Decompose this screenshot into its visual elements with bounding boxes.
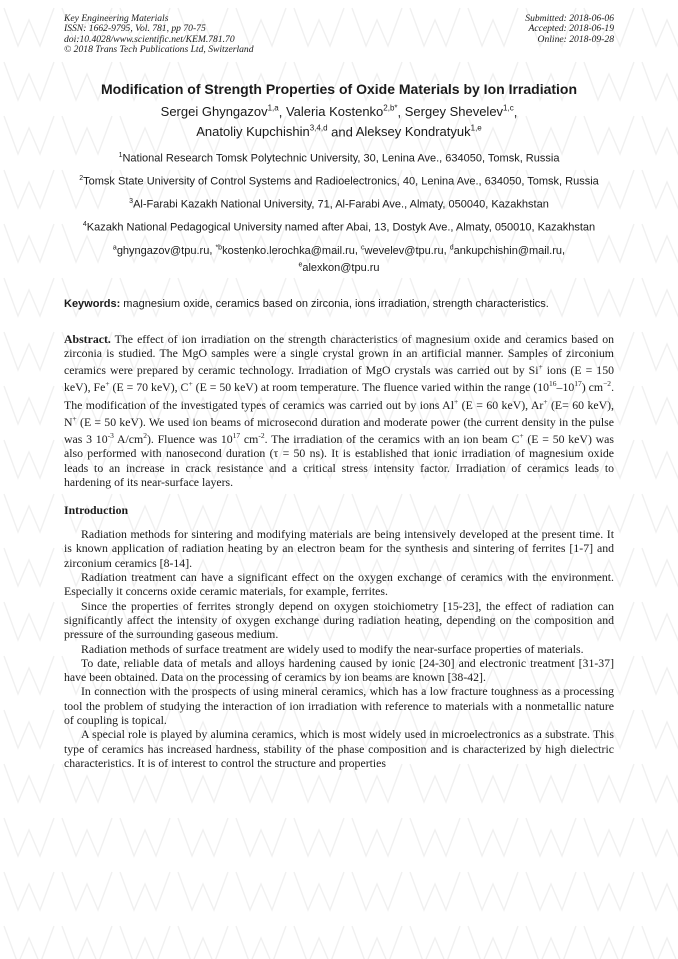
submitted-date: Submitted: 2018-06-06 (525, 13, 614, 24)
copyright-line: © 2018 Trans Tech Publications Ltd, Switzerland (64, 43, 254, 55)
abstract-text: The effect of ion irradiation on the strength characteristics of magnesium oxide and ceramics based on zirconia is studied. The MgO samples were a single crystal grown in an artificial manner. Samples of zirconium ceramics were prepared by ceramic technology. Irradiation of MgO crystals was carried out by Si+ ions (E = 150 keV), Fe+ (E = 70 keV), C+ (E = 50 keV) at room temperature. The fluence varied within the range $(10^{16}-10^{17})$ $cm^{-2}$. The modification of the investigated types of ceramics was carried out by ions Al+ (E = 60 keV), Ar+ (E= 60 keV), N+ (E = 50 keV). We used ion beams of microsecond duration and moderate power (the current density in the pulse was 3 $10^{-3}$ $A/cm^2$). Fluence was $10^{17}$ $cm^{-2}$. The irradiation of the ceramics with an ion beam C+ (E = 50 keV) was also performed with nanosecond duration (τ = 50 ns). It is established that ionic irradiation of magnesium oxide leads to an increase in crack resistance and a critical stress intensity factor. Irradiation of ceramics leads to hardening of its near-surface layers. (64, 331, 615, 489)
article-content (64, 14, 614, 770)
author-list: Sergei Ghyngazov$^{1,a}$, Valeria Kostenko$^{2,b*}$, Sergey Shevelev$^{1,c}$, Anatoliy Kupchishin$^{3,4,d}$ and Aleksey Kondratyuk$^{1,e}$ (160, 104, 518, 140)
author: Valeria Kostenko$^{2,b*}$ (285, 104, 398, 120)
author: Anatoliy Kupchishin$^{3,4,d}$ (196, 123, 328, 140)
online-date: Online: 2018-09-28 (537, 33, 614, 45)
author: Sergei Ghyngazov$^{1,a}$ (160, 104, 279, 120)
affiliation: $^2$Tomsk State University of Control Systems and Radioelectronics, 40, Lenina Ave., 634050, Tomsk, Russia (79, 174, 599, 188)
affiliation: $^3$Al-Farabi Kazakh National University, 71, Al-Farabi Ave., Almaty, 050040, Kazakhstan (129, 197, 549, 211)
abstract-label: Abstract. (64, 331, 111, 346)
email: $^{*b}$kostenko.lerochka@mail.ru (215, 244, 355, 257)
email: $^a$ghyngazov@tpu.ru (112, 244, 210, 257)
journal-name: Key Engineering Materials (64, 13, 169, 24)
intro-paragraph: Radiation methods of surface treatment are widely used to modify the near-surface properties of materials. (81, 641, 584, 656)
header-left (64, 14, 254, 55)
email: $^e$alexkon@tpu.ru (298, 260, 380, 274)
intro-paragraph: Radiation methods for sintering and modifying materials are being intensively developed at the present time. It is known application of radiation heating by an electron beam for the synthesis and sintering of ferrites [1-7] and zirconium ceramics [8-14]. (64, 527, 614, 570)
section-heading-introduction: Introduction (64, 503, 129, 518)
abstract (64, 332, 614, 490)
introduction-body (64, 527, 614, 770)
email: $^d$ankupchishin@mail.ru (449, 244, 563, 257)
journal-header (64, 14, 614, 64)
author: Sergey Shevelev$^{1,c}$ (404, 104, 514, 120)
affiliations (64, 149, 614, 236)
header-right (525, 14, 614, 45)
intro-paragraph: Radiation treatment can have a significant effect on the oxygen exchange of ceramics with the environment. Especially it concerns oxide ceramic materials, for example, ferrites. (64, 570, 614, 599)
intro-paragraph: A special role is played by alumina ceramics, which is most widely used in microelectronics as a substrate. This type of ceramics has increased hardness, stability of the phase composition and is characterized by high dielectric characteristics. It is of interest to control the structure and properties (64, 727, 614, 770)
email-list: $^a$ghyngazov@tpu.ru, $^{*b}$kostenko.lerochka@mail.ru, $^c$wevelev@tpu.ru, $^d$ankupchishin@mail.ru, $^e$alexkon@tpu.ru (112, 244, 566, 274)
keywords-label: Keywords: (64, 297, 121, 310)
paper-title: Modification of Strength Properties of Oxide Materials by Ion Irradiation (100, 81, 578, 97)
issn-line: ISSN: 1662-9795, Vol. 781, pp 70-75 (64, 23, 206, 35)
intro-paragraph: To date, reliable data of metals and alloys hardening caused by ionic [24-30] and electronic treatment [31-37] have been obtained. Data on the processing of ceramics by ion beams are known [38-42]. (64, 655, 614, 685)
keywords-text: magnesium oxide, ceramics based on zirconia, ions irradiation, strength characteristics. (120, 297, 549, 310)
intro-paragraph: In connection with the prospects of using mineral ceramics, which has a low fracture toughness as a processing tool the problem of studying the interaction of ion irradiation with reference to materials with a nonmetallic nature of coupling is topical. (64, 684, 614, 728)
intro-paragraph: Since the properties of ferrites strongly depend on oxygen stoichiometry [15-23], the effect of radiation can significantly affect the intensity of oxygen exchange during radiation heating, depending on the composition and pressure of the surrounding gaseous medium. (64, 598, 614, 642)
doi-line: doi:10.4028/www.scientific.net/KEM.781.70 (64, 33, 235, 45)
keywords (64, 297, 614, 311)
email: $^c$wevelev@tpu.ru (361, 244, 444, 257)
author: Aleksey Kondratyuk$^{1,e}$ (355, 123, 482, 140)
affiliation: $^4$Kazakh National Pedagogical University named after Abai, 13, Dostyk Ave., Almaty, 050010, Kazakhstan (82, 221, 596, 234)
affiliation: $^1$National Research Tomsk Polytechnic University, 30, Lenina Ave., 634050, Tomsk, Russia (118, 151, 560, 165)
accepted-date: Accepted: 2018-06-19 (528, 23, 614, 35)
